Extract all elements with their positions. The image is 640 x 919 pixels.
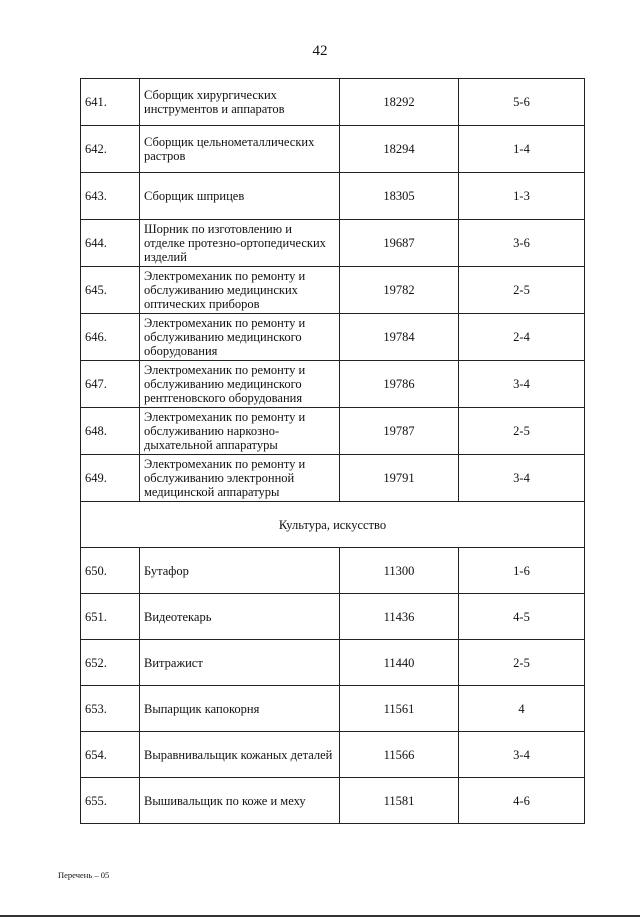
grade-range: 3-4 xyxy=(459,732,585,778)
profession-name: Шорник по изготовлению и отделке протезно-ортопедических изделий xyxy=(140,220,340,267)
row-number: 647. xyxy=(81,361,140,408)
row-number: 646. xyxy=(81,314,140,361)
row-number: 645. xyxy=(81,267,140,314)
profession-code: 11440 xyxy=(340,640,459,686)
table-row xyxy=(81,640,585,686)
profession-code: 19787 xyxy=(340,408,459,455)
row-number: 654. xyxy=(81,732,140,778)
footer-label: Перечень – 05 xyxy=(58,870,110,880)
page-number: 42 xyxy=(312,43,328,59)
profession-name: Электромеханик по ремонту и обслуживанию электронной медицинской аппаратуры xyxy=(140,455,340,502)
grade-range: 3-4 xyxy=(459,361,585,408)
profession-name: Бутафор xyxy=(140,548,340,594)
row-number: 649. xyxy=(81,455,140,502)
profession-name: Электромеханик по ремонту и обслуживанию наркозно-дыхательной аппаратуры xyxy=(140,408,340,455)
table-row xyxy=(81,126,585,173)
grade-range: 4-6 xyxy=(459,778,585,824)
page-bottom-border xyxy=(0,915,640,917)
profession-name: Сборщик шприцев xyxy=(140,173,340,220)
profession-table xyxy=(80,78,585,824)
profession-code: 11566 xyxy=(340,732,459,778)
profession-code: 18305 xyxy=(340,173,459,220)
row-number: 641. xyxy=(81,79,140,126)
profession-name: Сборщик хирургических инструментов и аппаратов xyxy=(140,79,340,126)
row-number: 643. xyxy=(81,173,140,220)
profession-name: Сборщик цельнометаллических растров xyxy=(140,126,340,173)
profession-code: 11581 xyxy=(340,778,459,824)
profession-code: 11300 xyxy=(340,548,459,594)
table-row xyxy=(81,778,585,824)
profession-name: Вышивальщик по коже и меху xyxy=(140,778,340,824)
profession-code: 19782 xyxy=(340,267,459,314)
section-header-row xyxy=(81,502,585,548)
row-number: 651. xyxy=(81,594,140,640)
grade-range: 5-6 xyxy=(459,79,585,126)
table-row xyxy=(81,686,585,732)
grade-range: 1-6 xyxy=(459,548,585,594)
grade-range: 4-5 xyxy=(459,594,585,640)
row-number: 650. xyxy=(81,548,140,594)
grade-range: 2-5 xyxy=(459,267,585,314)
row-number: 648. xyxy=(81,408,140,455)
grade-range: 2-5 xyxy=(459,640,585,686)
row-number: 653. xyxy=(81,686,140,732)
grade-range: 2-4 xyxy=(459,314,585,361)
grade-range: 2-5 xyxy=(459,408,585,455)
profession-code: 19687 xyxy=(340,220,459,267)
profession-name: Выравнивальщик кожаных деталей xyxy=(140,732,340,778)
section-title: Культура, искусство xyxy=(81,502,585,548)
grade-range: 1-3 xyxy=(459,173,585,220)
grade-range: 4 xyxy=(459,686,585,732)
profession-code: 19786 xyxy=(340,361,459,408)
profession-code: 18292 xyxy=(340,79,459,126)
profession-code: 11436 xyxy=(340,594,459,640)
table-row xyxy=(81,220,585,267)
table-row xyxy=(81,408,585,455)
grade-range: 1-4 xyxy=(459,126,585,173)
profession-name: Выпарщик капокорня xyxy=(140,686,340,732)
table-row xyxy=(81,173,585,220)
profession-code: 18294 xyxy=(340,126,459,173)
table-row xyxy=(81,732,585,778)
profession-name: Витражист xyxy=(140,640,340,686)
table-row xyxy=(81,594,585,640)
table-row xyxy=(81,361,585,408)
profession-code: 19791 xyxy=(340,455,459,502)
grade-range: 3-4 xyxy=(459,455,585,502)
profession-code: 11561 xyxy=(340,686,459,732)
row-number: 655. xyxy=(81,778,140,824)
profession-name: Электромеханик по ремонту и обслуживанию медицинского рентгеновского оборудования xyxy=(140,361,340,408)
row-number: 642. xyxy=(81,126,140,173)
profession-name: Электромеханик по ремонту и обслуживанию медицинских оптических приборов xyxy=(140,267,340,314)
table-row xyxy=(81,314,585,361)
table-row xyxy=(81,455,585,502)
profession-name: Видеотекарь xyxy=(140,594,340,640)
row-number: 644. xyxy=(81,220,140,267)
grade-range: 3-6 xyxy=(459,220,585,267)
table-row xyxy=(81,267,585,314)
table-row xyxy=(81,548,585,594)
row-number: 652. xyxy=(81,640,140,686)
table-row xyxy=(81,79,585,126)
profession-name: Электромеханик по ремонту и обслуживанию медицинского оборудования xyxy=(140,314,340,361)
profession-code: 19784 xyxy=(340,314,459,361)
